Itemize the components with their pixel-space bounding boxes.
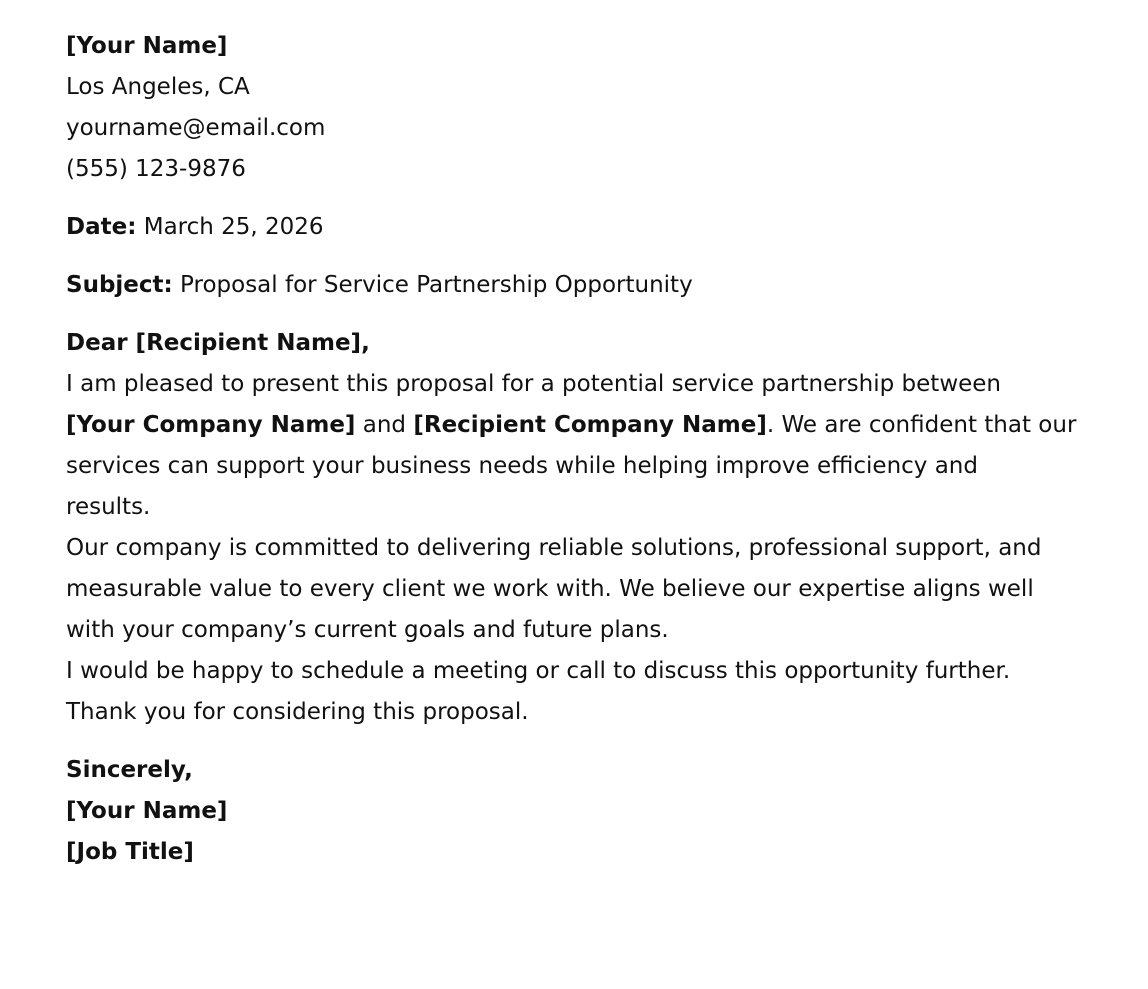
body-paragraph-2 xyxy=(66,528,1106,651)
p1-line-3: services can support your business needs while helping improve efficiency and xyxy=(66,453,978,479)
salutation xyxy=(66,323,1106,364)
subject-label: Subject: xyxy=(66,272,173,298)
p2-line-2: measurable value to every client we work with. We believe our expertise aligns well xyxy=(66,576,1034,602)
sender-name: [Your Name] xyxy=(66,33,228,59)
p2-line-3: with your company’s current goals and future plans. xyxy=(66,617,669,643)
p3-line-2: Thank you for considering this proposal. xyxy=(66,699,529,725)
your-company-name: [Your Company Name] xyxy=(66,412,356,438)
p2-line-1: Our company is committed to delivering reliable solutions, professional support, and xyxy=(66,535,1042,561)
sign-off: Sincerely, xyxy=(66,757,193,783)
body-paragraph-1 xyxy=(66,364,1106,528)
signer-title: [Job Title] xyxy=(66,839,194,865)
p1-line-2 xyxy=(66,405,1106,446)
sender-city: Los Angeles, CA xyxy=(66,74,250,100)
date-label: Date: xyxy=(66,214,137,240)
date-line xyxy=(66,207,1106,248)
subject-value: Proposal for Service Partnership Opportunity xyxy=(180,272,693,298)
salutation-text: Dear [Recipient Name], xyxy=(66,330,370,356)
sender-email: yourname@email.com xyxy=(66,115,326,141)
p1-line-2-tail: . We are confident that our xyxy=(766,412,1077,438)
p1-and: and xyxy=(355,412,414,438)
date-value: March 25, 2026 xyxy=(143,214,324,240)
closing-block xyxy=(66,750,1106,873)
body-paragraph-3 xyxy=(66,651,1106,733)
subject-line xyxy=(66,265,1106,306)
recipient-company-name: [Recipient Company Name] xyxy=(413,412,767,438)
p1-line-4: results. xyxy=(66,494,151,520)
p3-line-1: I would be happy to schedule a meeting or call to discuss this opportunity further. xyxy=(66,658,1011,684)
sender-block xyxy=(66,26,1106,190)
signer-name: [Your Name] xyxy=(66,798,228,824)
letter-document xyxy=(66,26,1106,873)
p1-line-1: I am pleased to present this proposal for a potential service partnership between xyxy=(66,371,1002,397)
sender-phone: (555) 123-9876 xyxy=(66,156,246,182)
